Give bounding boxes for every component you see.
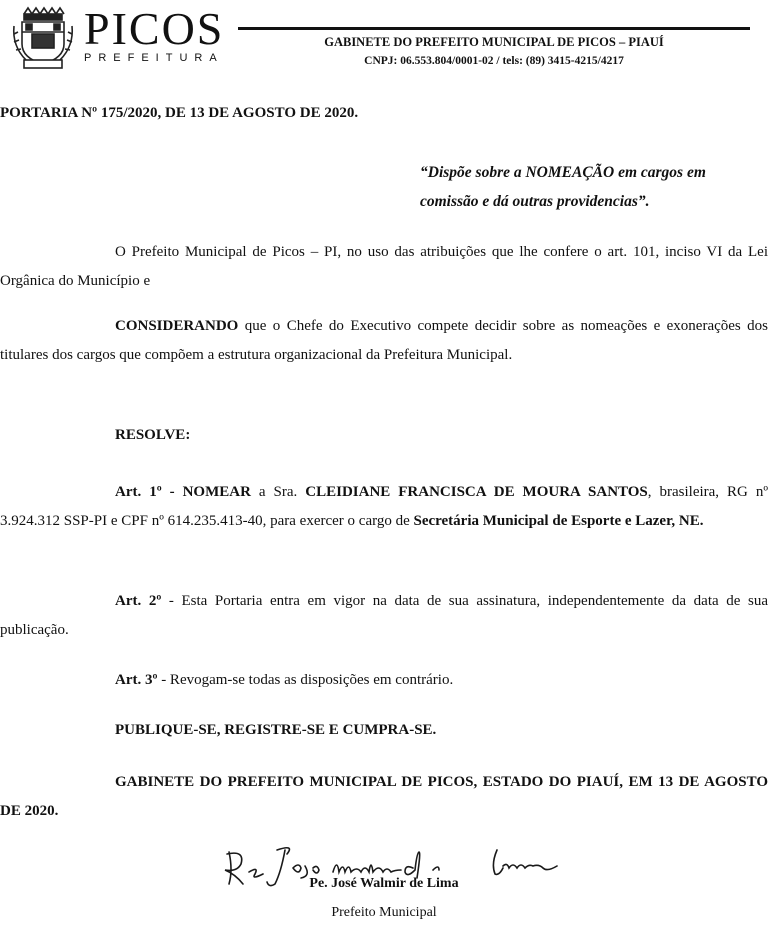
article-2-label: Art. 2º [115,593,162,609]
logo-title: PICOS [84,3,225,54]
ementa: “Dispõe sobre a NOMEAÇÃO em cargos em comissão e dá outras providencias”. [420,164,706,210]
signer-role: Prefeito Municipal [331,905,437,920]
appointee-name: CLEIDIANE FRANCISCA DE MOURA SANTOS [305,484,648,500]
article-3-label: Art. 3º [115,672,158,688]
office-name: GABINETE DO PREFEITO MUNICIPAL DE PICOS – PIAUÍ [324,35,664,49]
municipal-crest-icon [10,4,76,72]
article-1-label: Art. 1º - NOMEAR [115,484,251,500]
resolve-heading: RESOLVE: [115,427,191,443]
header-divider [238,27,750,30]
article-2-text: - Esta Portaria entra em vigor na data de sua assinatura, independentemente da data de sua publicação. [0,593,768,638]
article-1 [0,478,768,536]
appointed-role: Secretária Municipal de Esporte e Lazer, NE. [413,513,704,529]
considerando-label: CONSIDERANDO [115,318,239,334]
article-2 [0,587,768,645]
signer-name: Pe. José Walmir de Lima [309,876,459,891]
office-contact: CNPJ: 06.553.804/0001-02 / tels: (89) 3415-4215/4217 [364,55,624,67]
article-1-text-a: a Sra. [250,484,306,500]
closing-statement: GABINETE DO PREFEITO MUNICIPAL DE PICOS, ESTADO DO PIAUÍ, EM 13 DE AGOSTO DE 2020. [0,774,768,819]
article-1-text-b: , brasileira, RG nº 3.924.312 SSP-PI e CPF nº 614.235.413-40, para exercer o cargo de [0,484,768,529]
considerando-text: que o Chefe do Executivo compete decidir sobre as nomeações e exonerações dos titulares dos cargos que compõem a estrutura organizacional da Prefeitura Municipal. [0,318,768,363]
document-title: PORTARIA Nº 175/2020, DE 13 DE AGOSTO DE 2020. [0,105,359,121]
publication-order: PUBLIQUE-SE, REGISTRE-SE E CUMPRA-SE. [115,722,437,738]
article-3 [0,666,768,695]
logo-subtitle: PREFEITURA [84,52,224,64]
considerando-paragraph [0,312,768,370]
preamble-paragraph: O Prefeito Municipal de Picos – PI, no uso das atribuições que lhe confere o art. 101, inciso VI da Lei Orgânica do Município e [0,244,768,289]
signature-script: Pe. José Walmir de Lima [205,842,215,843]
article-3-text: - Revogam-se todas as disposições em contrário. [157,672,454,688]
logo-wordmark [84,3,225,64]
